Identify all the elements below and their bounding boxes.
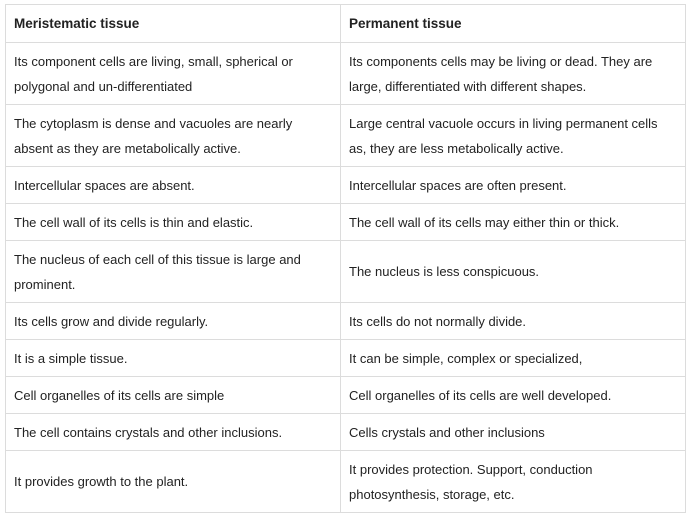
cell-permanent: The cell wall of its cells may either thin or thick. [341, 204, 686, 241]
table-row [6, 340, 686, 377]
cell-permanent: Its components cells may be living or dead. They are large, differentiated with different shapes. [341, 43, 686, 105]
cell-meristematic: The cell wall of its cells is thin and elastic. [6, 204, 341, 241]
cell-meristematic: The nucleus of each cell of this tissue is large and prominent. [6, 241, 341, 303]
table-row [6, 414, 686, 451]
cell-permanent: Cell organelles of its cells are well developed. [341, 377, 686, 414]
header-meristematic: Meristematic tissue [6, 5, 341, 43]
table-row [6, 451, 686, 513]
cell-permanent: The nucleus is less conspicuous. [341, 241, 686, 303]
comparison-table [5, 4, 686, 513]
cell-permanent: Cells crystals and other inclusions [341, 414, 686, 451]
cell-permanent: Intercellular spaces are often present. [341, 167, 686, 204]
table-row [6, 204, 686, 241]
cell-meristematic: It provides growth to the plant. [6, 451, 341, 513]
cell-permanent: Its cells do not normally divide. [341, 303, 686, 340]
table-row [6, 377, 686, 414]
table-row [6, 303, 686, 340]
table-row [6, 241, 686, 303]
cell-meristematic: Its component cells are living, small, spherical or polygonal and un-differentiated [6, 43, 341, 105]
cell-meristematic: The cell contains crystals and other inclusions. [6, 414, 341, 451]
cell-meristematic: Cell organelles of its cells are simple [6, 377, 341, 414]
cell-permanent: It can be simple, complex or specialized, [341, 340, 686, 377]
header-permanent: Permanent tissue [341, 5, 686, 43]
table-row [6, 43, 686, 105]
cell-meristematic: Its cells grow and divide regularly. [6, 303, 341, 340]
cell-meristematic: Intercellular spaces are absent. [6, 167, 341, 204]
cell-permanent: It provides protection. Support, conduction photosynthesis, storage, etc. [341, 451, 686, 513]
table-row [6, 167, 686, 204]
table-row [6, 105, 686, 167]
table-header-row [6, 5, 686, 43]
comparison-table-container [5, 4, 685, 513]
cell-meristematic: It is a simple tissue. [6, 340, 341, 377]
cell-permanent: Large central vacuole occurs in living permanent cells as, they are less metabolically active. [341, 105, 686, 167]
cell-meristematic: The cytoplasm is dense and vacuoles are nearly absent as they are metabolically active. [6, 105, 341, 167]
